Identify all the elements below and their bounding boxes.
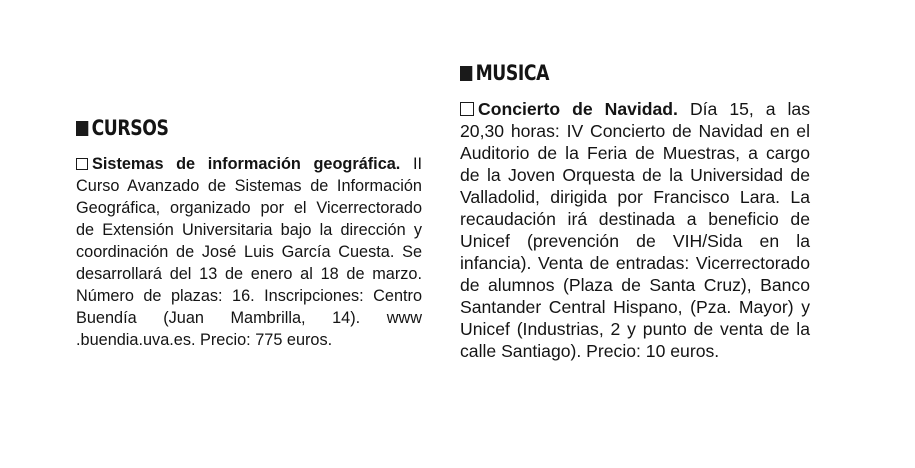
musica-heading [460, 60, 747, 86]
cursos-heading [76, 115, 360, 141]
cursos-item-title: Sistemas de información geográfica. [92, 155, 401, 173]
musica-heading-text: MUSICA [475, 61, 550, 85]
checkbox-square-icon [460, 102, 474, 116]
musica-item-title: Concierto de Navidad. [478, 99, 678, 119]
cursos-article [76, 153, 422, 351]
cursos-item-body: II Curso Avanzado de Sistemas de Información Geográfica, organizado por el Vicerrectorado de Extensión Universitaria bajo la dirección y coordinación de José Luis García Cuesta. Se desarrollará del 13 de enero al 18 de marzo. Número de plazas: 16. Inscripciones: Centro Buendía (Juan Mambrilla, 14). www .buendia.uva.es. Precio: 775 euros. [76, 155, 422, 349]
checkbox-square-icon [76, 158, 88, 170]
heading-square-icon [460, 66, 472, 81]
cursos-heading-text: CURSOS [91, 116, 169, 140]
musica-article [460, 98, 810, 362]
musica-section [460, 60, 810, 362]
cursos-section [76, 115, 422, 351]
heading-square-icon [76, 121, 88, 136]
musica-item-body: Día 15, a las 20,30 horas: IV Concierto de Navidad en el Auditorio de la Feria de Muestras, a cargo de la Joven Orquesta de la Universidad de Valladolid, dirigida por Francisco Lara. La recaudación irá destinada a beneficio de Unicef (prevención de VIH/Sida en la infancia). Venta de entradas: Vicerrectorado de alumnos (Plaza de Santa Cruz), Banco Santander Central Hispano, (Pza. Mayor) y Unicef (Industrias, 2 y punto de venta de la calle Santiago). Precio: 10 euros. [460, 99, 811, 361]
